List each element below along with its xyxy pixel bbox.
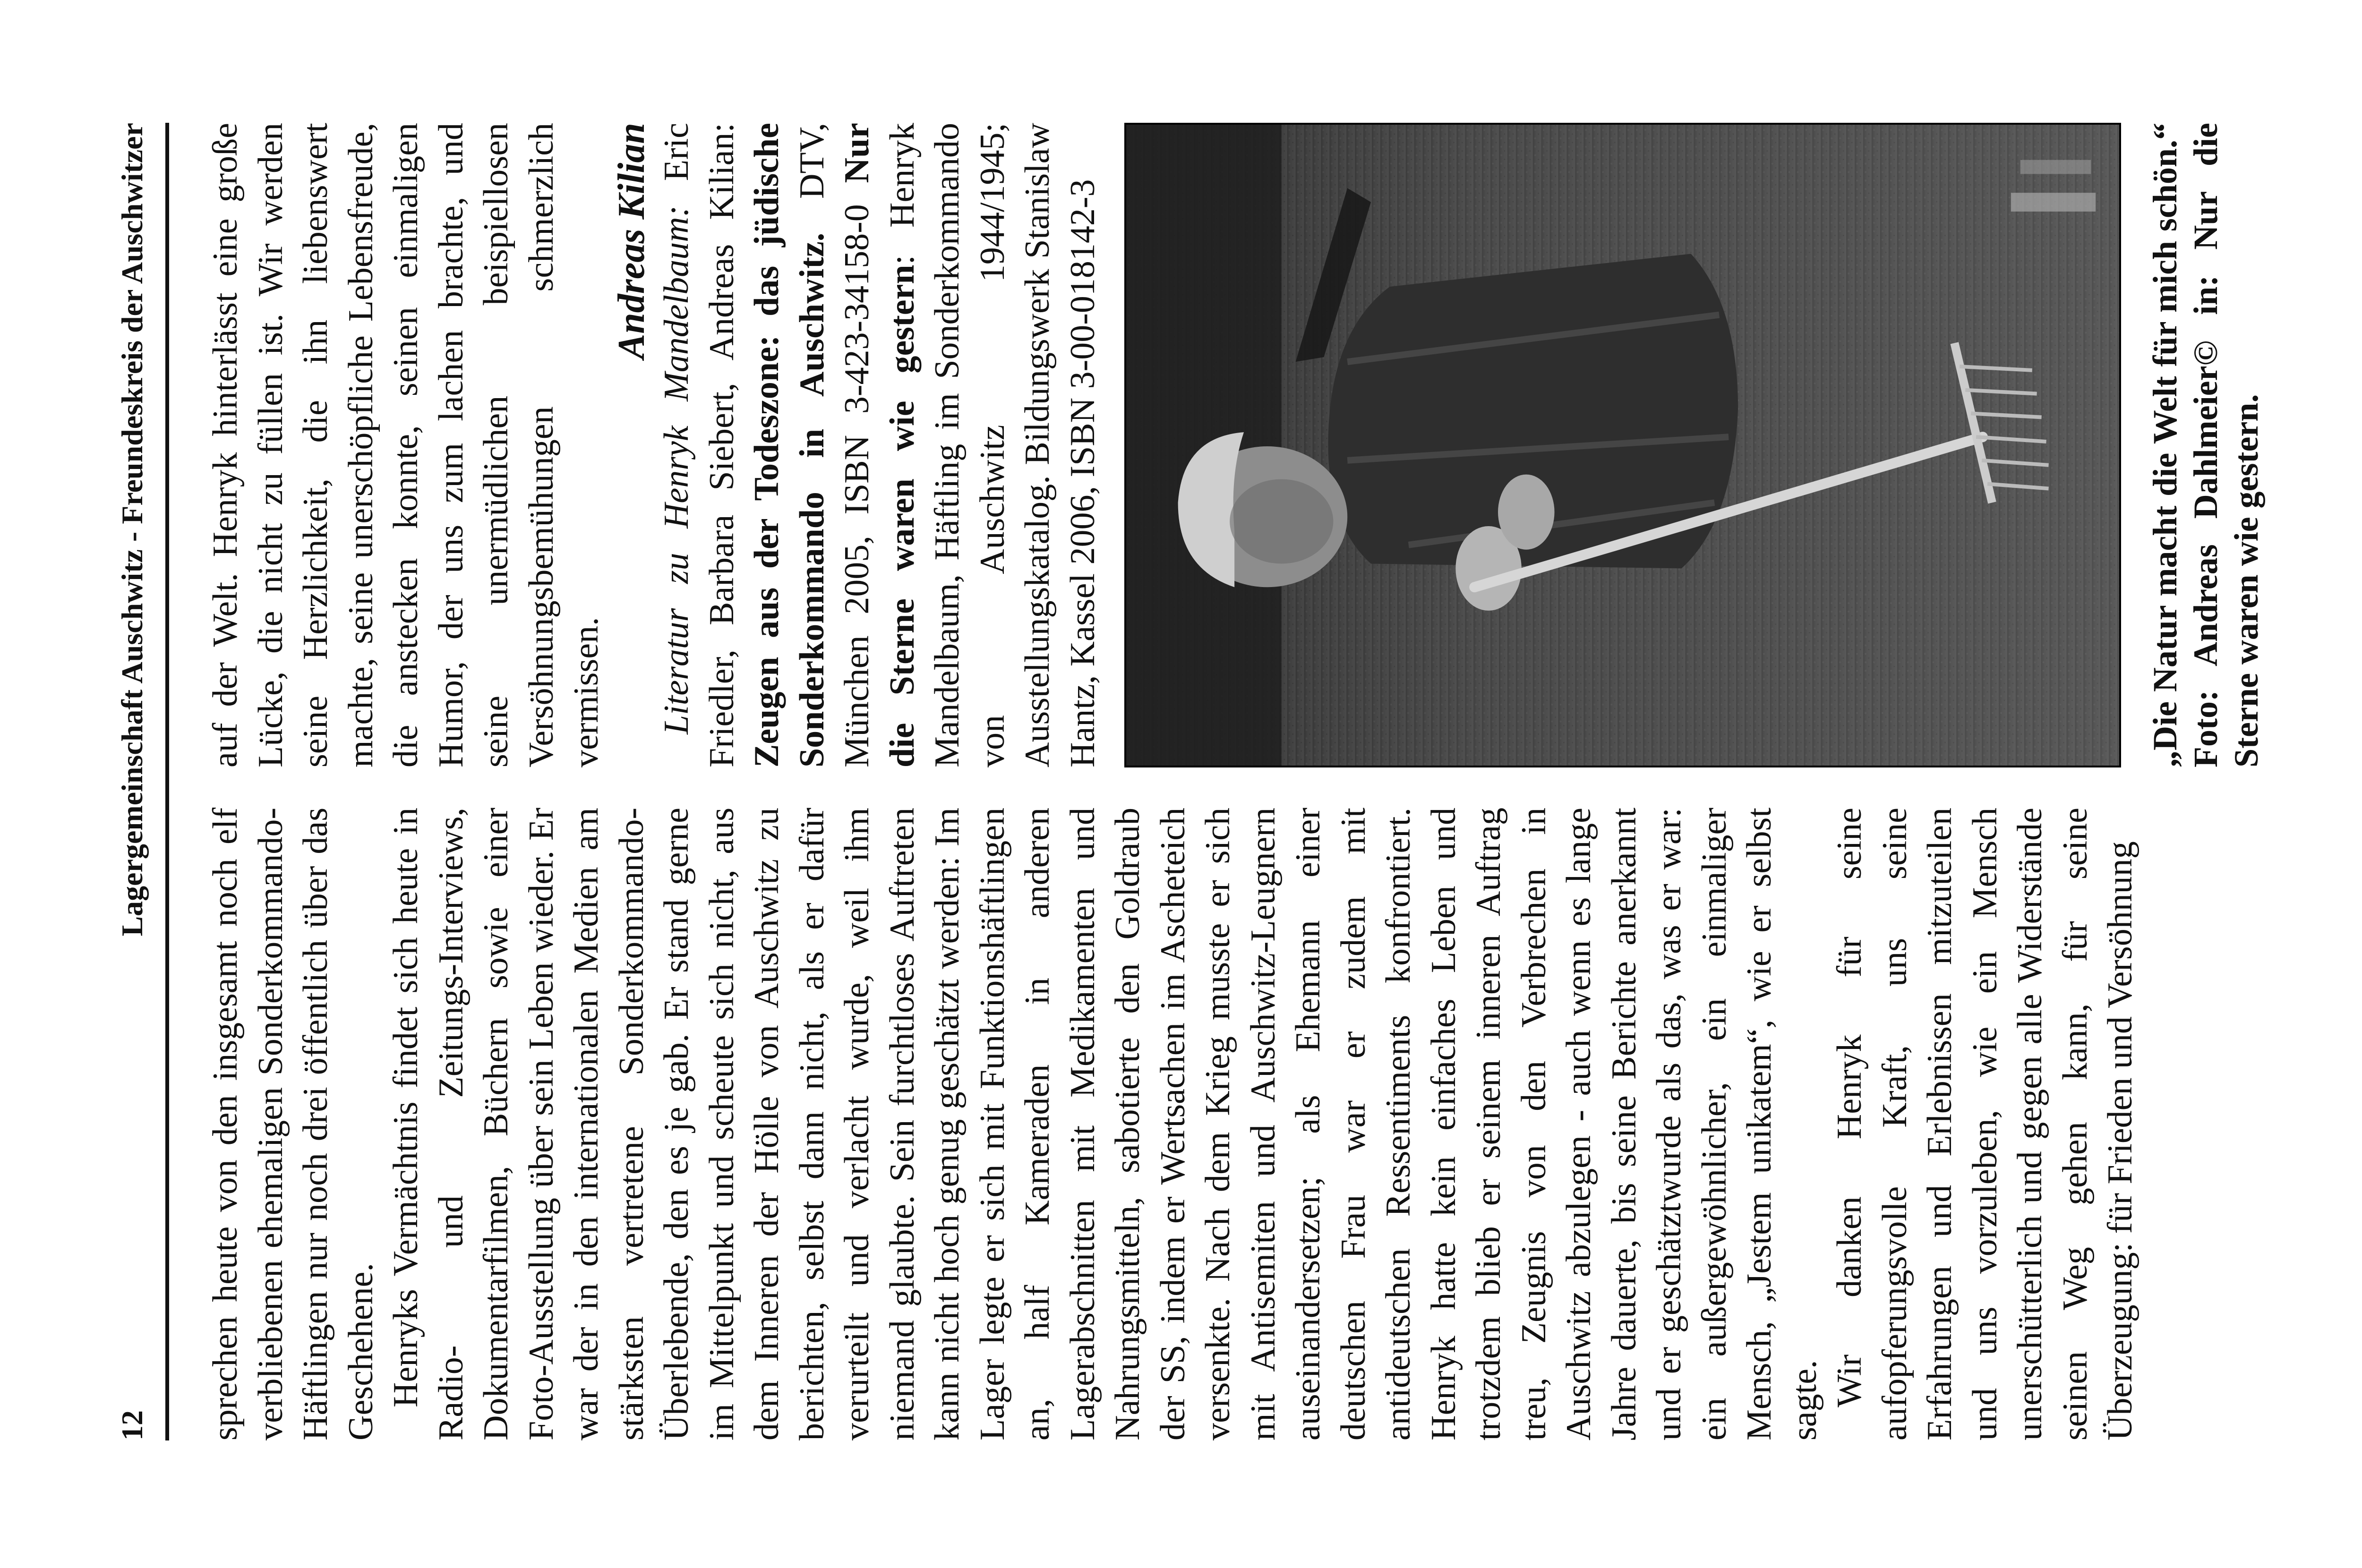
left-paragraph-1: sprechen heute von den insgesamt noch elf verbliebenen ehemaligen Sonderkommando-Häftlingen nur noch drei öffentlich über das Geschehene. [206,808,380,1440]
literature-book1-publisher: DTV, München 2005, ISBN 3-423-34158-0 [792,122,876,767]
running-title: Lagergemeinschaft Auschwitz - Freundeskreis der Auschwitzer [115,123,149,937]
literature-book1-title: Zeugen aus der Todeszone: das jüdische Sonderkommando in Auschwitz. [747,123,831,767]
header-rule [165,123,169,1440]
photo-caption: „Die Natur macht die Welt für mich schön.“ Foto: Andreas Dahlmeier© in: Nur die Sterne waren wie gestern. [2146,123,2265,767]
left-column [203,808,2343,1440]
right-text-block [203,123,1105,767]
photo-hedge [1126,125,1282,766]
literature-book2-title: Nur die Sterne waren wie gestern [838,122,922,767]
page-header [104,123,161,1440]
literature-reference [654,123,1105,767]
page-number: 12 [115,1410,149,1440]
photo-illustration [1126,125,2119,766]
left-paragraph-2: Henryks Vermächtnis findet sich heute in Radio- und Zeitungs-Interviews, Dokumentarfilmen, Büchern sowie einer Foto-Ausstellung über sein Leben wieder. Er war der in den internationalen Medien am stärksten vertretene Sonderkommando-Überlebende, den es je gab. Er stand gerne im Mittelpunkt und scheute sich nicht, aus dem Inneren der Hölle von Auschwitz zu berichten, selbst dann nicht, als er dafür verurteilt und verlacht wurde, weil ihm niemand glaubte. Sein furchtloses Auftreten kann nicht hoch genug geschätzt werden: Im Lager legte er sich mit Funktionshäftlingen an, half Kameraden in anderen Lagerabschnitten mit Medikamenten und Nahrungsmitteln, sabotierte den Goldraub der SS, indem er Wertsachen im Ascheteich versenkte. Nach dem Krieg musste er sich mit Antisemiten und Auschwitz-Leugnern auseinandersetzen; als Ehemann einer deutschen Frau war er zudem mit antideutschen Ressentiments konfrontiert. Henryk hatte kein einfaches Leben und trotzdem blieb er seinem inneren Auftrag treu, Zeugnis von den Verbrechen in Auschwitz abzulegen - auch wenn es lange Jahre dauerte, bis seine Berichte anerkannt und er geschätztwurde als das, was er war: ein außergewöhnlicher, ein einmaliger Mensch, „Jestem unikatem“, wie er selbst sagte. [386,808,1824,1440]
right-paragraph-1: auf der Welt. Henryk hinterlässt eine große Lücke, die nicht zu füllen ist. Wir werden seine Herzlichkeit, die ihn liebenswert machte, seine unerschöpfliche Lebensfreude, die anstecken konnte, seinen einmaligen Humor, der uns zum lachen brachte, und seine unermüdlichen beispiellosen Versöhnungsbemühungen schmerzlich vermissen. [206,123,606,767]
literature-authors: Eric Friedler, Barbara Siebert, Andreas Kilian: [657,122,741,767]
literature-label: Literatur zu Henryk Mandelbaum: [657,205,696,734]
photo-fence-post [2011,193,2096,212]
left-paragraph-3: Wir danken Henryk für seine aufopferungsvolle Kraft, uns seine Erfahrungen und Erlebnissen mitzuteilen und uns vorzuleben, wie ein Mensch unerschütterlich und gegen alle Widerstände seinen Weg gehen kann, für seine Überzeugung: für Frieden und Versöhnung [1830,808,2139,1440]
photo-man-with-rake [1124,123,2121,767]
literature-book2-details: : Henryk Mandelbaum, Häftling im Sonderkommando von Auschwitz 1944/1945; Ausstellungskatalog. Bildungswerk Stanislaw Hantz, Kassel 2006, ISBN 3-00-018142-3 [882,123,1102,767]
article-author: Andreas Kilian [610,123,652,359]
